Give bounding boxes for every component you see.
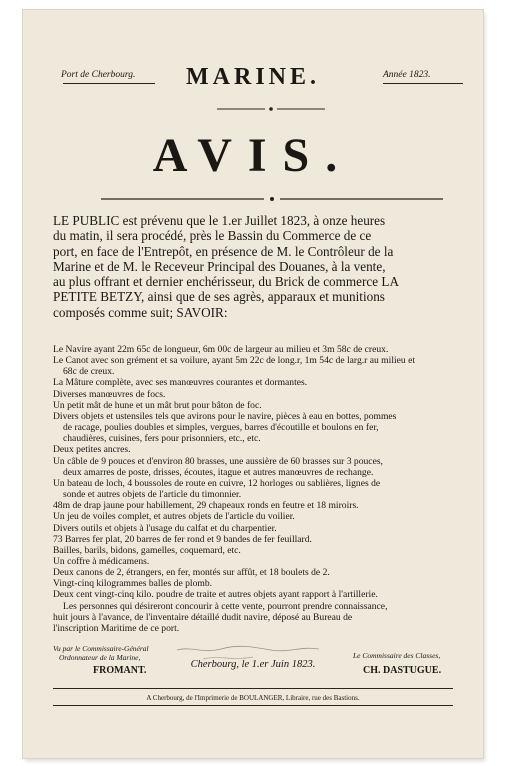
list-item: Un câble de 9 pouces et d'environ 80 brasses, une aussière de 60 brasses sur 3 pouces, [53,455,383,467]
list-item: deux amarres de poste, drisses, écoutes, itague et autres manœuvres de rechange. [63,466,374,478]
intro-line: Marine et de M. le Receveur Principal des Douanes, à la vente, [53,258,386,274]
inventory-list [53,344,485,634]
list-item: sonde et autres objets de l'article du timonnier. [63,489,242,501]
right-sign-line1: Le Commissaire des Classes, [353,651,441,660]
list-item: Un petit mât de hune et un mât brut pour bâton de foc. [53,399,262,411]
left-sign-line1: Vu par le Commissaire-Général [53,644,149,653]
list-item: huit jours à l'avance, de l'inventaire détaillé dudit navire, déposé au Bureau de [53,611,353,623]
list-item: Divers outils et objets à l'usage du calfat et du charpentier. [53,522,277,534]
list-item: Vingt-cinq kilogrammes balles de plomb. [53,578,213,590]
list-item: Les personnes qui désireront concourir à cette vente, pourront prendre connaissance, [63,600,388,612]
footer-rule [53,688,453,689]
intro-line: PETITE BETZY, ainsi que de ses agrès, apparaux et munitions [53,289,385,305]
list-item: La Mâture complète, avec ses manœuvres courantes et dormantes. [53,377,308,389]
list-item: Diverses manœuvres de focs. [53,388,166,400]
list-item: Bailles, barils, bidons, gamelles, coquemard, etc. [53,544,241,556]
intro-line: composés comme suit; SAVOIR: [53,304,228,320]
list-item: chaudières, cuisines, fers pour prisonniers, etc., etc. [63,433,261,445]
list-item: l'inscription Maritime de ce port. [53,622,180,634]
list-item: Deux petites ancres. [53,444,131,456]
year-label: Année 1823. [383,70,431,80]
list-item: de racage, poulies doubles et simples, vergues, barres d'écoutille et boulons en fer, [63,422,379,434]
intro-line: du matin, il sera procédé, près le Bassin du Commerce de ce [53,228,372,244]
list-item: Un coffre à médicamens. [53,555,150,567]
year-underline [383,83,463,84]
list-item: Un bateau de loch, 4 boussoles de route en cuivre, 12 horloges ou sablières, lignes de [53,477,381,489]
ornament-rule-top [215,106,327,112]
list-item: 48m de drap jaune pour habillement, 29 chapeaux ronds en feutre et 18 miroirs. [53,500,359,512]
list-item: Un jeu de voiles complet, et autres objets de l'article du voilier. [53,511,295,523]
handwritten-annotation [173,644,323,664]
poster-title: MARINE. [186,64,320,90]
headline: AVIS. [152,129,354,182]
left-sign-line2: Ordonnateur de la Marine, [59,653,141,662]
intro-line: LE PUBLIC est prévenu que le 1.er Juillet 1823, à onze heures [53,213,386,228]
list-item: Divers objets et ustensiles tels que avirons pour le navire, pièces à eau en bottes, pommes [53,410,397,422]
intro-line: port, en face de l'Entrepôt, en présence de M. le Contrôleur de la [53,243,394,259]
printer-footer: A Cherbourg, de l'Imprimerie de BOULANGER, Libraire, rue des Bastions. [146,694,360,702]
footer-rule-bottom [53,705,453,706]
list-item: Deux cent vingt-cinq kilo. poudre de traite et autres objets ayant rapport à l'artillerie. [53,589,378,601]
right-sign-name: CH. DASTUGUE. [363,665,442,676]
left-sign-name: FROMANT. [93,665,147,676]
list-item: 68c de creux. [63,366,115,378]
ornament-rule-bottom [99,196,445,202]
intro-line: au plus offrant et dernier enchérisseur, du Brick de commerce LA [53,274,399,290]
date-line: Cherbourg, le 1.er Juin 1823. [190,659,316,670]
poster-sheet [23,10,483,758]
port-label: Port de Cherbourg. [61,70,136,80]
list-item: Deux canons de 2, étrangers, en fer, montés sur affût, et 18 boulets de 2. [53,567,330,579]
list-item: Le Canot avec son grément et sa voilure, ayant 5m 22c de long.r, 1m 54c de larg.r au milieu et [53,355,416,367]
list-item: 73 Barres fer plat, 20 barres de fer rond et 9 bandes de fer feuillard. [53,533,312,545]
intro-paragraph [53,213,483,320]
list-item: Le Navire ayant 22m 65c de longueur, 6m 00c de largeur au milieu et 3m 58c de creux. [53,344,389,355]
